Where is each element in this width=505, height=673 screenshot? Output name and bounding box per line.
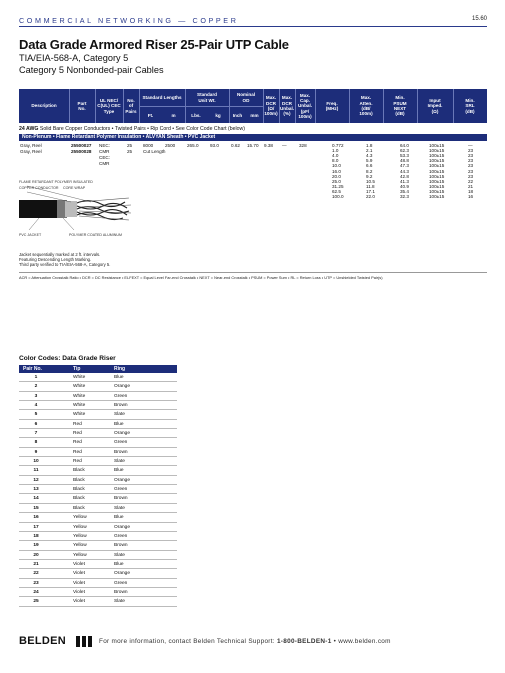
tip-color: White — [73, 384, 86, 390]
awg-details: Solid Bare Copper Conductors • Twisted Pairs • Rip Cord • See Color Code Chart (below) — [38, 126, 246, 132]
row-psum-next: 64.0 — [400, 143, 409, 148]
table-row — [19, 410, 177, 419]
ring-color: Brown — [114, 449, 128, 455]
label-conductor: COPPER CONDUCTOR — [19, 186, 59, 190]
table-row — [19, 457, 177, 466]
label-core-wrap: CORE WRAP — [63, 186, 86, 190]
table-row — [19, 551, 177, 560]
table-row — [19, 392, 177, 401]
header-input-imped: Input Imped. (Ω) — [427, 98, 443, 114]
cable-diagram — [19, 178, 139, 248]
header-ul-type: UL NEC/ C(UL) CEC Type — [97, 98, 121, 114]
row-impedance: 100±15 — [429, 178, 445, 184]
pair-number: 10 — [33, 459, 39, 465]
row-frequency: 0.772 — [332, 143, 344, 148]
table-row — [19, 382, 177, 391]
table-row — [19, 373, 177, 382]
tip-color: Black — [73, 468, 85, 474]
support-website: • www.belden.com — [331, 638, 391, 645]
row-impedance: 100±15 — [429, 194, 445, 199]
ring-color: Blue — [114, 468, 124, 474]
section-title: COMMERCIAL NETWORKING — COPPER — [19, 16, 239, 25]
header-freq: Freq. (MHz) — [325, 100, 339, 111]
header-cap-unbal: Max. Cap. Unbal. (pF/ 100m) — [297, 92, 313, 119]
pair-number: 7 — [34, 431, 38, 437]
header-inch: Inch — [232, 112, 243, 118]
table-row — [19, 494, 177, 503]
row-attenuation: 10.5 — [366, 178, 375, 184]
tip-color: Yellow — [73, 524, 87, 530]
subtitle-category: Category 5 Nonbonded-pair Cables — [19, 65, 164, 75]
tip-color: Yellow — [73, 533, 87, 539]
table-row — [19, 588, 177, 597]
support-phone: 1-800-BELDEN-1 — [276, 638, 332, 645]
tip-color: White — [73, 375, 86, 380]
tip-color: Black — [73, 487, 85, 493]
pair-number: 18 — [33, 533, 39, 539]
pair-number: 8 — [34, 440, 38, 446]
row-srl: 21 — [468, 183, 474, 189]
ring-color: Slate — [114, 552, 125, 558]
header-max-atten: Max. Atten. (dB/ 100m) — [359, 95, 373, 117]
pair-number: 2 — [34, 384, 38, 390]
pair-number: 15 — [33, 505, 39, 511]
tip-color: Violet — [73, 571, 85, 577]
row-od-mm: 15.70 — [247, 143, 259, 148]
row-frequency: 62.5 — [332, 188, 341, 194]
pair-number: 4 — [34, 403, 38, 409]
row-attenuation: 6.6 — [366, 163, 373, 169]
table-header — [19, 89, 487, 123]
tip-color: Violet — [73, 580, 85, 586]
header-mm: mm — [250, 112, 259, 118]
row-impedance: 100±15 — [429, 153, 445, 159]
pair-number: 20 — [33, 552, 39, 558]
row-od-inch: 0.62 — [231, 143, 240, 148]
row-attenuation: 5.9 — [366, 158, 373, 164]
row-type: CEC: — [99, 155, 110, 160]
table-row — [19, 532, 177, 541]
ring-color: Green — [114, 393, 128, 399]
row-frequency: 1.0 — [332, 148, 339, 154]
pair-number: 22 — [33, 571, 39, 577]
tip-color: Black — [73, 505, 85, 511]
tip-color: Red — [73, 459, 82, 465]
row-psum-next: 42.8 — [400, 173, 409, 179]
row-frequency: 4.0 — [332, 153, 339, 159]
pair-number: 1 — [34, 375, 38, 380]
row-psum-next: 47.3 — [400, 163, 409, 169]
pair-number: 23 — [33, 580, 39, 586]
note-verified: Third party verified to TIA/EIA-568-A, Category 5. — [19, 262, 111, 268]
page-title: Data Grade Armored Riser 25-Pair UTP Cable — [19, 37, 289, 52]
row-frequency: 31.25 — [332, 183, 344, 189]
subtitle-standard: TIA/EIA-568-A, Category 5 — [19, 53, 129, 63]
support-prefix: For more information, contact Belden Technical Support: — [99, 638, 277, 645]
row-impedance: 100±15 — [429, 148, 445, 154]
row-psum-next: 53.3 — [400, 153, 409, 159]
pair-number: 5 — [34, 412, 38, 418]
row-srl: 23 — [468, 158, 474, 164]
pair-number: 3 — [34, 393, 38, 399]
page-header — [19, 14, 487, 28]
row-psum-next: 41.3 — [400, 178, 409, 184]
table-row — [19, 448, 177, 457]
ring-color: Orange — [114, 571, 130, 577]
ring-color: Slate — [114, 412, 125, 418]
row-type: NEC: — [99, 143, 110, 148]
header-kg: kg — [215, 112, 221, 118]
row-impedance: 100±15 — [429, 183, 445, 189]
table-row — [19, 523, 177, 532]
ring-color: Orange — [114, 431, 130, 437]
row-frequency: 100.0 — [332, 194, 344, 199]
row-frequency: 16.0 — [332, 168, 341, 174]
ring-color: Green — [114, 580, 128, 586]
tip-color: White — [73, 403, 86, 409]
header-ring: Ring — [114, 366, 126, 372]
row-description: Gray, Reel — [20, 143, 42, 148]
ring-color: Orange — [114, 384, 130, 390]
row-length-ft: Cut Length — [143, 149, 166, 154]
header-m: m — [171, 112, 176, 118]
tip-color: Black — [73, 496, 85, 502]
ring-color: Brown — [114, 543, 128, 549]
header-ft: Ft. — [147, 112, 154, 118]
notes — [19, 252, 110, 268]
tip-color: Violet — [73, 589, 85, 595]
row-part-no: 25500027 — [71, 143, 92, 148]
ring-color: Green — [114, 440, 128, 446]
row-attenuation: 4.3 — [366, 153, 373, 159]
table-row — [19, 513, 177, 522]
ring-color: Slate — [114, 459, 125, 465]
tip-color: Red — [73, 421, 82, 427]
row-dcr: 9.38 — [264, 143, 273, 148]
table-row — [19, 541, 177, 550]
header-max-dcr: Max. DCR (Ω/ 100m) — [264, 95, 278, 117]
ring-color: Blue — [114, 375, 124, 380]
ring-color: Orange — [114, 524, 130, 530]
note-descending: Featuring Descending Length Marking. — [19, 257, 92, 263]
ring-color: Green — [114, 533, 128, 539]
header-tip: Tip — [73, 366, 81, 372]
header-pairs: No. of Pairs — [125, 98, 137, 114]
pair-number: 25 — [33, 599, 39, 605]
row-dcr-unbal: — — [282, 143, 287, 148]
ring-color: Blue — [114, 421, 124, 427]
label-sheath: POLYMER COATED ALUMINUM — [69, 233, 122, 237]
row-attenuation: 11.8 — [366, 183, 375, 189]
row-impedance: 100±15 — [429, 158, 445, 164]
tip-color: Red — [73, 440, 82, 446]
tip-color: Red — [73, 431, 82, 437]
header-std-lengths: Standard Lengths — [142, 94, 182, 100]
row-pairs: 25 — [127, 149, 133, 154]
row-attenuation: 17.1 — [366, 188, 375, 194]
pair-number: 14 — [33, 496, 39, 502]
color-code-rows — [19, 373, 177, 607]
page-number: 15.60 — [471, 16, 487, 22]
group-bar: Non-Plenum • Flame Retardant Polymer Insulation • ALVYAN Sheath • PVC Jacket — [19, 134, 487, 141]
row-attenuation: 8.2 — [366, 168, 373, 174]
table-row — [19, 597, 177, 606]
pair-number: 11 — [33, 468, 39, 474]
row-psum-next: 62.3 — [400, 148, 409, 154]
pair-number: 9 — [34, 449, 38, 455]
ring-color: Brown — [114, 589, 128, 595]
header-nominal-od: Nominal OD — [236, 92, 256, 103]
pair-number: 17 — [33, 524, 39, 530]
ring-color: Green — [114, 487, 128, 493]
row-srl: 23 — [468, 148, 474, 154]
note-marking: Jacket sequentially marked at 2 ft. intervals. — [19, 252, 101, 257]
header-part-no: Part No. — [77, 100, 87, 111]
header-min-srl: Min. SRL (dB) — [465, 98, 475, 114]
row-psum-next: 32.3 — [400, 194, 409, 199]
tip-color: Yellow — [73, 515, 87, 521]
table-row — [19, 476, 177, 485]
row-frequency: 20.0 — [332, 173, 341, 179]
table-row — [19, 569, 177, 578]
abbreviation-legend: ACR = Attenuation Crosstalk Ratio • DCR = DC Resistance • ELFEXT = Equal Level Far-end Crosstalk • NEXT = Near-end Crosstalk • PSUM = Power Sum • RL = Return Loss • UTP = Unshielded Twisted Pair(s) — [19, 272, 487, 280]
label-insulation: FLAME RETARDANT POLYMER INSULATED — [19, 180, 93, 184]
header-psum-next: Min. PSUM NEXT (dB) — [393, 95, 407, 117]
pair-number: 16 — [33, 515, 39, 521]
header-rule — [19, 26, 487, 27]
row-pairs: 25 — [127, 143, 133, 148]
row-psum-next: 48.8 — [400, 158, 409, 164]
row-srl: 23 — [468, 163, 474, 169]
header-dcr-unbal: Max. DCR Unbal. (%) — [279, 95, 295, 117]
row-srl: 23 — [468, 168, 474, 174]
row-psum-next: 35.4 — [400, 188, 409, 194]
belden-logo-icon — [76, 636, 92, 647]
table-row — [19, 560, 177, 569]
row-frequency: 25.0 — [332, 178, 341, 184]
row-weight-lbs: 265.0 — [187, 143, 199, 148]
row-cap-unbal: 328 — [299, 143, 307, 148]
pair-number: 19 — [33, 543, 39, 549]
table-row — [19, 420, 177, 429]
tip-color: Yellow — [73, 552, 87, 558]
color-codes-title: Color Codes: Data Grade Riser — [19, 355, 116, 362]
color-codes-header — [19, 365, 177, 373]
conductor-description — [19, 126, 245, 132]
row-impedance: 100±15 — [429, 143, 445, 148]
row-srl: 18 — [468, 188, 474, 194]
pair-number: 12 — [33, 477, 39, 483]
row-impedance: 100±15 — [429, 188, 445, 194]
row-attenuation: 1.8 — [366, 143, 373, 148]
row-attenuation: 22.0 — [366, 194, 375, 199]
row-psum-next: 40.9 — [400, 183, 409, 189]
row-length-ft: 8000 — [143, 143, 154, 148]
row-description: Gray, Reel — [20, 149, 42, 154]
row-attenuation: 2.1 — [366, 148, 373, 154]
row-srl: 23 — [468, 173, 474, 179]
row-length-m: 2500 — [165, 143, 176, 148]
header-pair-no: Pair No. — [23, 366, 42, 372]
awg-size: 24 AWG — [19, 126, 39, 132]
table-row — [19, 504, 177, 513]
table-row — [19, 429, 177, 438]
ring-color: Brown — [114, 403, 128, 409]
row-attenuation: 9.2 — [366, 173, 373, 179]
ring-color: Blue — [114, 561, 124, 567]
table-row — [19, 466, 177, 475]
row-srl: 23 — [468, 153, 474, 159]
ring-color: Orange — [114, 477, 130, 483]
tip-color: Red — [73, 449, 82, 455]
pair-number: 13 — [33, 487, 39, 493]
pair-number: 24 — [33, 589, 39, 595]
row-type: CMR — [99, 149, 110, 154]
row-psum-next: 44.3 — [400, 168, 409, 174]
row-srl: 16 — [468, 194, 474, 199]
row-frequency: 10.0 — [332, 163, 341, 169]
ring-color: Brown — [114, 496, 128, 502]
table-row — [19, 438, 177, 447]
tip-color: Violet — [73, 599, 85, 605]
row-impedance: 100±15 — [429, 173, 445, 179]
header-lbs: Lbs. — [191, 112, 201, 118]
label-jacket: PVC JACKET — [19, 233, 42, 237]
table-row — [19, 485, 177, 494]
table-row — [19, 579, 177, 588]
table-row — [19, 401, 177, 410]
belden-logo: BELDEN — [19, 635, 67, 647]
ring-color: Slate — [114, 505, 125, 511]
color-codes-table — [19, 365, 177, 607]
row-srl: 22 — [468, 178, 474, 184]
pair-number: 6 — [34, 421, 38, 427]
ring-color: Slate — [114, 599, 125, 605]
page-footer — [19, 635, 487, 649]
support-info — [99, 638, 391, 645]
row-impedance: 100±15 — [429, 163, 445, 169]
tip-color: White — [73, 393, 86, 399]
row-part-no: 25500028 — [71, 149, 92, 154]
row-srl: — — [468, 143, 473, 148]
pair-number: 21 — [33, 561, 39, 567]
row-frequency: 8.0 — [332, 158, 339, 164]
tip-color: Violet — [73, 561, 85, 567]
tip-color: Black — [73, 477, 85, 483]
row-impedance: 100±15 — [429, 168, 445, 174]
tip-color: White — [73, 412, 86, 418]
row-type: CMR — [99, 161, 110, 166]
header-description: Description — [31, 103, 57, 109]
ring-color: Blue — [114, 515, 124, 521]
header-unit-wt: Standard Unit Wt. — [197, 92, 217, 103]
tip-color: Yellow — [73, 543, 87, 549]
row-weight-kg: 93.0 — [210, 143, 219, 148]
